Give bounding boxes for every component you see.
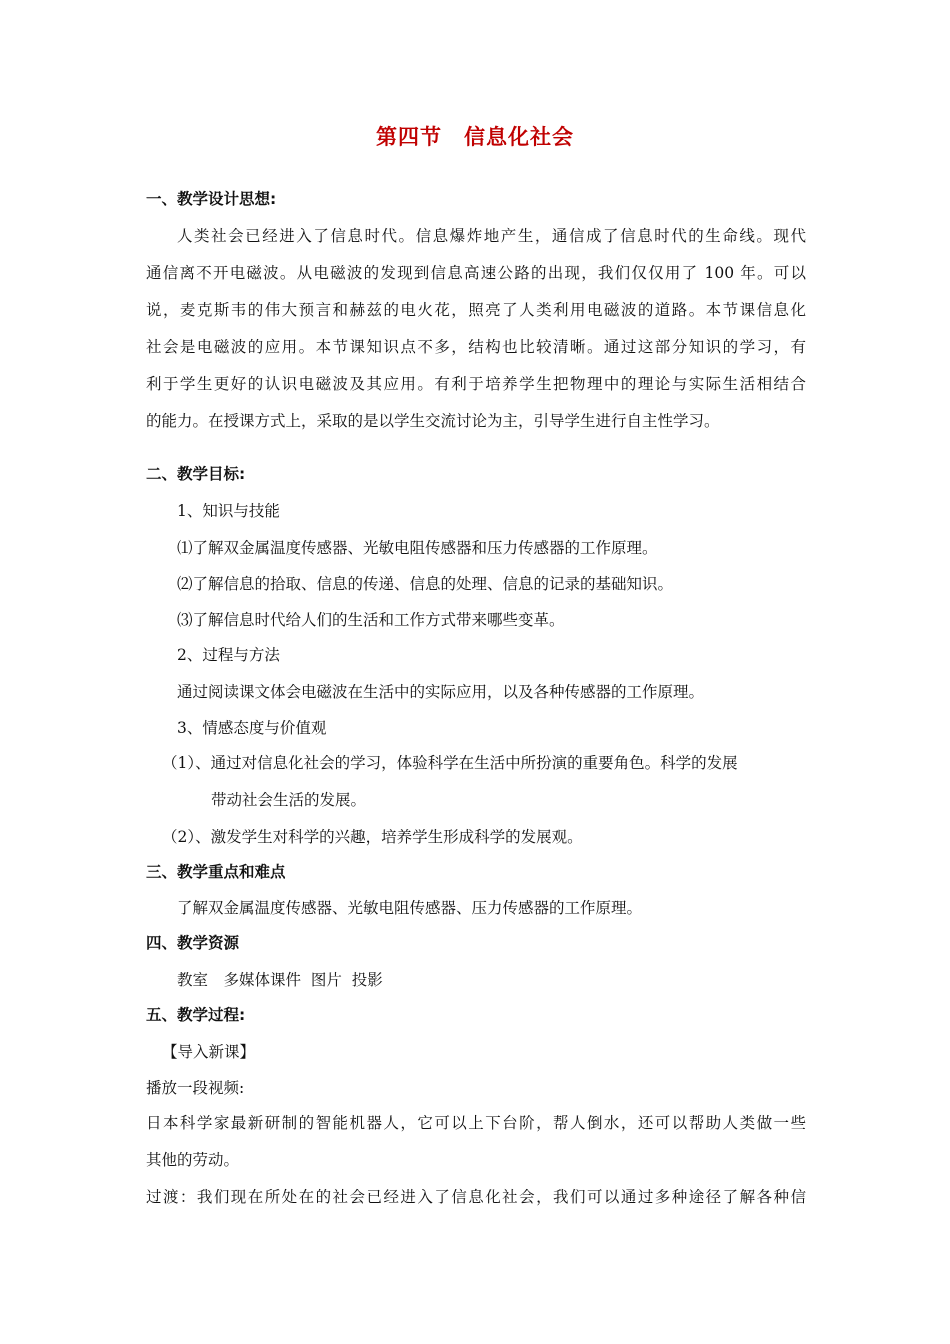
list-item: ⑶了解信息时代给人们的生活和工作方式带来哪些变革。 bbox=[177, 611, 565, 629]
list-item: ⑴了解双金属温度传感器、光敏电阻传感器和压力传感器的工作原理。 bbox=[177, 539, 658, 557]
section-heading-design-idea: 一、教学设计思想: bbox=[146, 190, 277, 208]
page-title: 第四节 信息化社会 bbox=[376, 125, 574, 149]
subheading-introduction: 【导入新课】 bbox=[162, 1043, 256, 1061]
section-heading-process: 五、教学过程: bbox=[146, 1006, 246, 1024]
list-item: 通过阅读课文体会电磁波在生活中的实际应用，以及各种传感器的工作原理。 bbox=[177, 683, 705, 701]
section-heading-objectives: 二、教学目标: bbox=[146, 465, 246, 483]
paragraph-line: 过渡：我们现在所处在的社会已经进入了信息化社会，我们可以通过多种途径了解各种信 bbox=[146, 1188, 806, 1206]
list-item: （2）、激发学生对科学的兴趣，培养学生形成科学的发展观。 bbox=[162, 828, 583, 846]
section-heading-resources: 四、教学资源 bbox=[146, 934, 240, 952]
subheading-knowledge-skills: 1、知识与技能 bbox=[177, 502, 280, 520]
paragraph-line: 了解双金属温度传感器、光敏电阻传感器、压力传感器的工作原理。 bbox=[177, 899, 643, 917]
list-item: （1）、通过对信息化社会的学习，体验科学在生活中所扮演的重要角色。科学的发展 bbox=[162, 754, 738, 772]
paragraph-line: 教室 多媒体课件 图片 投影 bbox=[177, 971, 383, 989]
subheading-process-method: 2、过程与方法 bbox=[177, 646, 280, 664]
subheading-attitude-values: 3、情感态度与价值观 bbox=[177, 719, 327, 737]
paragraph-line: 的能力。在授课方式上，采取的是以学生交流讨论为主，引导学生进行自主性学习。 bbox=[146, 412, 720, 430]
paragraph-line: 说，麦克斯韦的伟大预言和赫兹的电火花，照亮了人类利用电磁波的道路。本节课信息化 bbox=[146, 301, 806, 319]
paragraph-line: 利于学生更好的认识电磁波及其应用。有利于培养学生把物理中的理论与实际生活相结合 bbox=[146, 375, 806, 393]
paragraph-line: 人类社会已经进入了信息时代。信息爆炸地产生，通信成了信息时代的生命线。现代 bbox=[177, 227, 806, 245]
paragraph-line: 其他的劳动。 bbox=[146, 1151, 240, 1169]
list-item: ⑵了解信息的拾取、信息的传递、信息的处理、信息的记录的基础知识。 bbox=[177, 575, 674, 593]
paragraph-line: 日本科学家最新研制的智能机器人，它可以上下台阶，帮人倒水，还可以帮助人类做一些 bbox=[146, 1114, 806, 1132]
paragraph-line: 播放一段视频: bbox=[146, 1079, 245, 1097]
paragraph-line: 社会是电磁波的应用。本节课知识点不多，结构也比较清晰。通过这部分知识的学习，有 bbox=[146, 338, 806, 356]
section-heading-key-points: 三、教学重点和难点 bbox=[146, 863, 286, 881]
paragraph-line: 通信离不开电磁波。从电磁波的发现到信息高速公路的出现，我们仅仅用了 100 年。可以 bbox=[146, 264, 806, 282]
list-item-continuation: 带动社会生活的发展。 bbox=[211, 791, 367, 809]
